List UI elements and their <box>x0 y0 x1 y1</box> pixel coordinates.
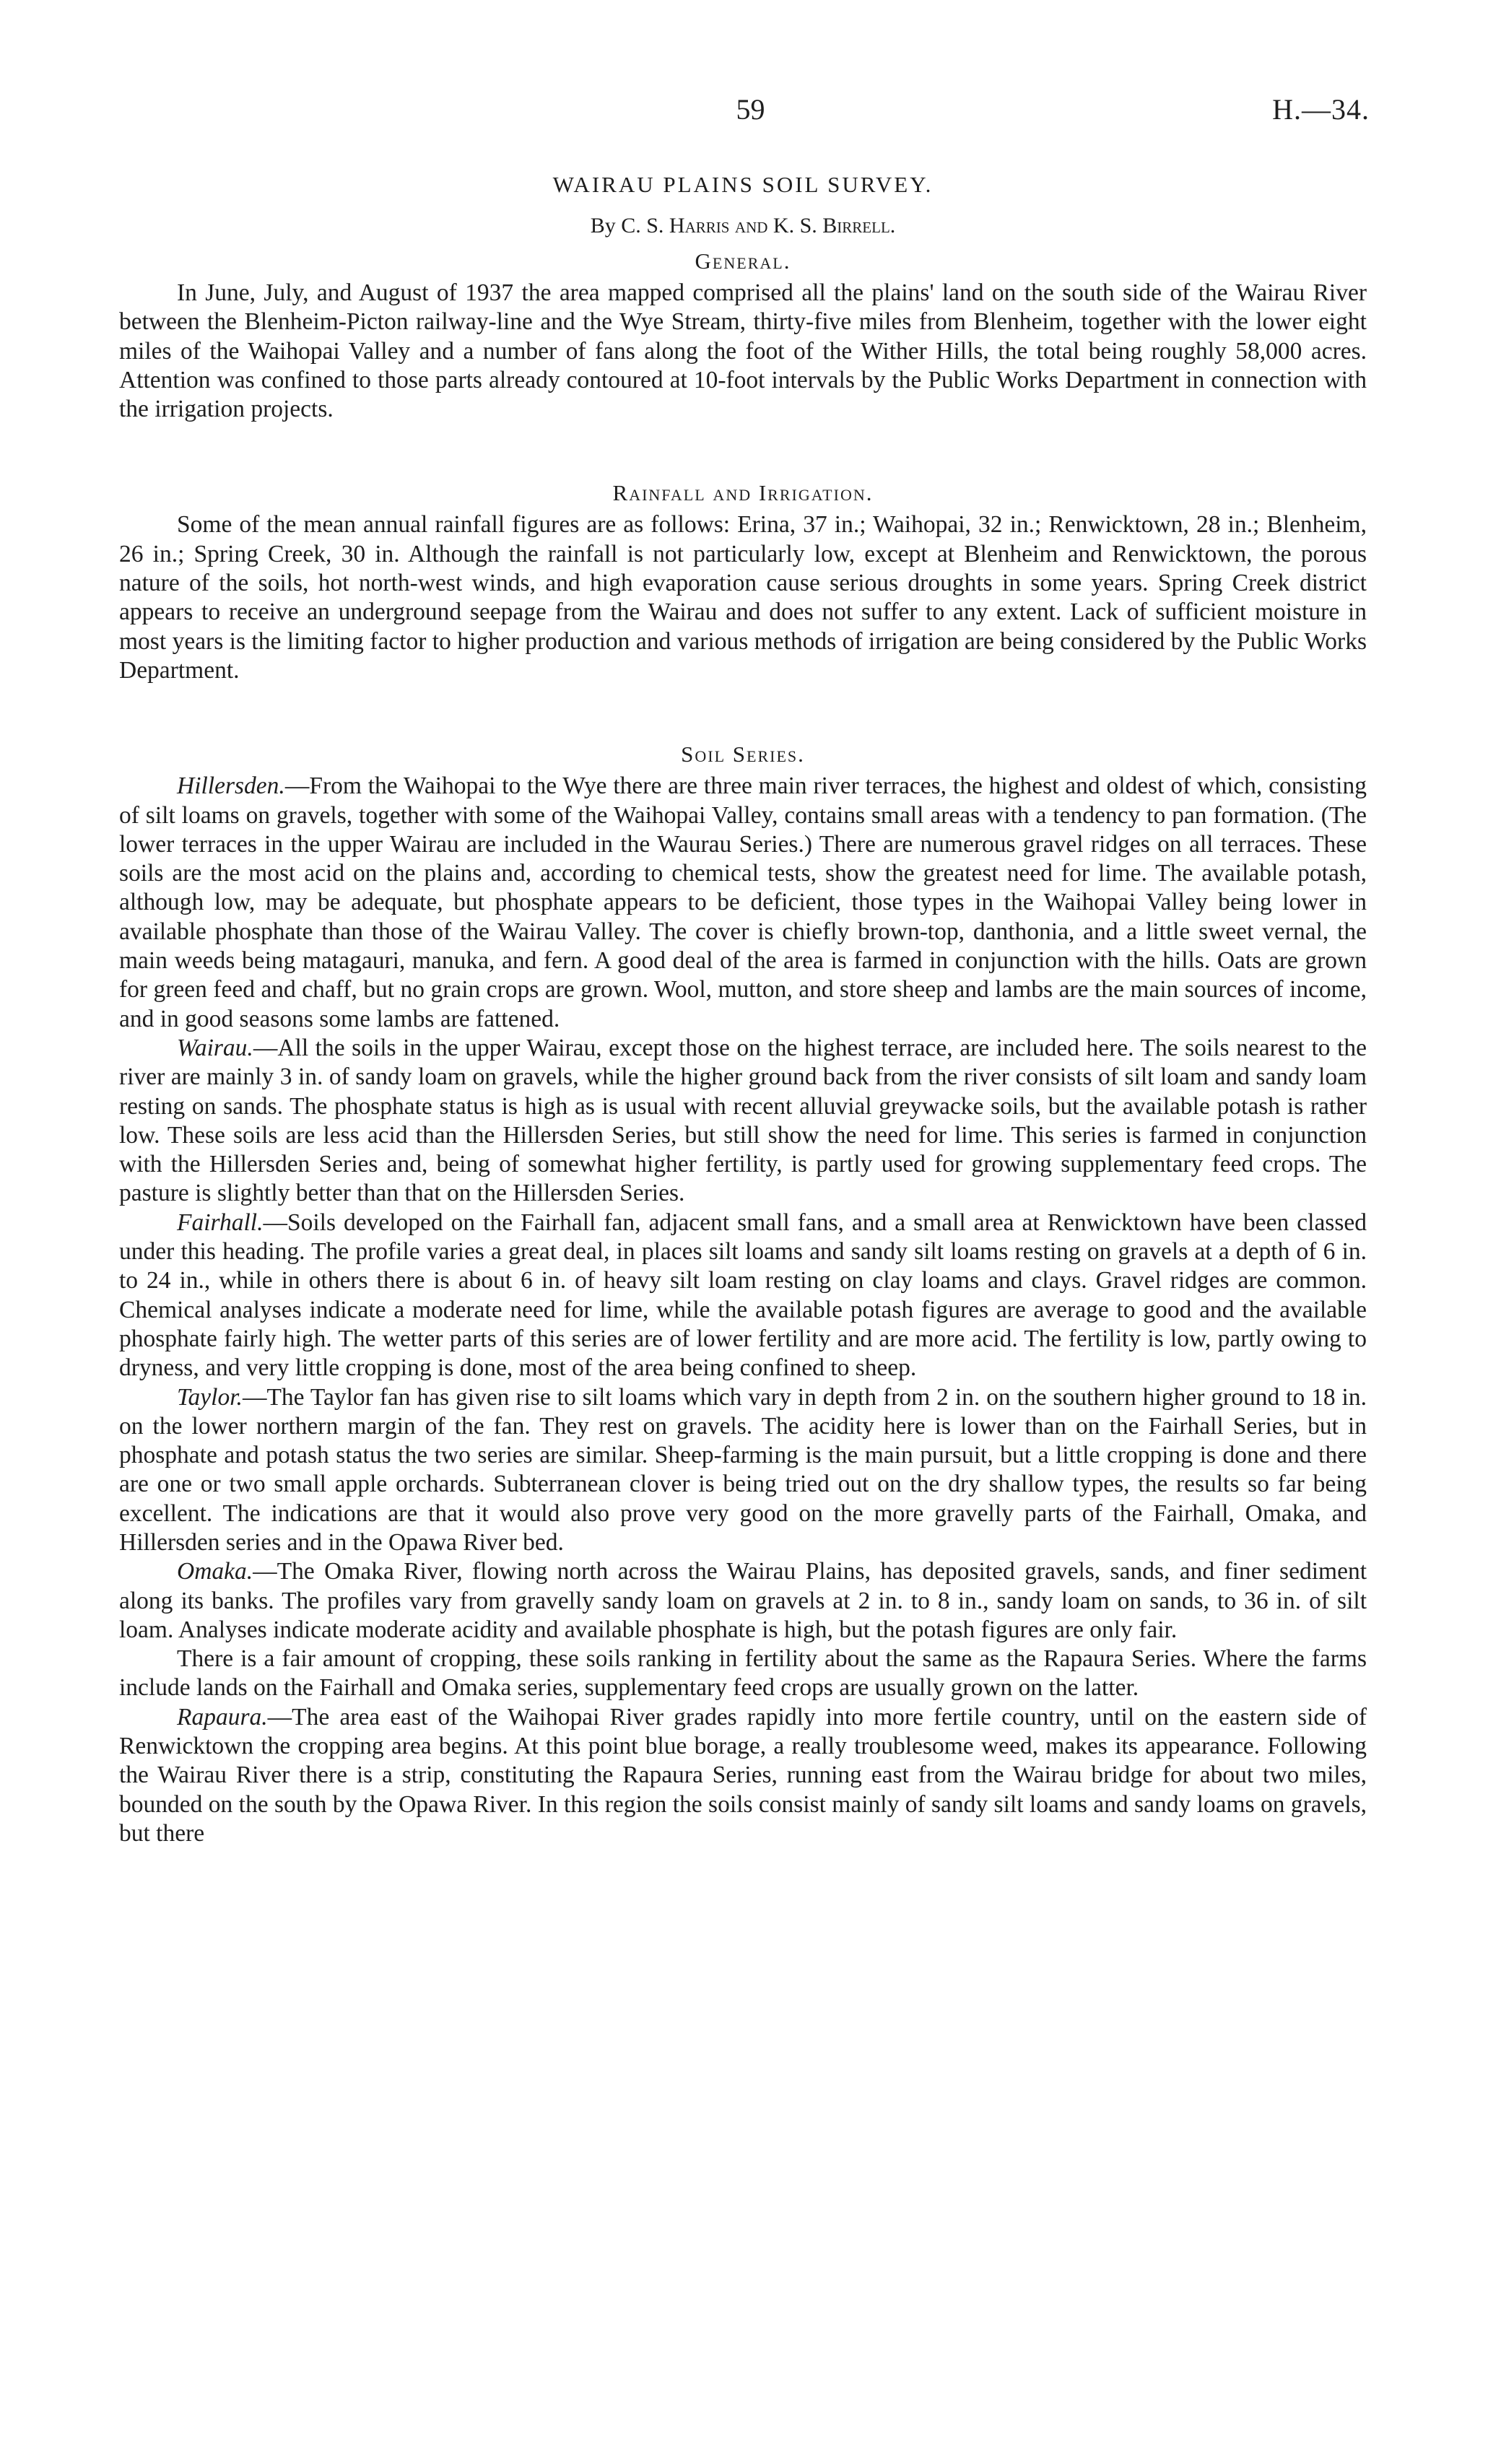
page-number: 59 <box>736 93 765 126</box>
soil-series-paragraph <box>119 1703 1367 1848</box>
series-term: Rapaura. <box>177 1703 268 1731</box>
series-term: Taylor. <box>177 1383 243 1411</box>
document-title: WAIRAU PLAINS SOIL SURVEY. <box>552 172 934 197</box>
soil-series-paragraph <box>119 1557 1367 1645</box>
paragraph-rainfall: Some of the mean annual rainfall figures are as follows: Erina, 37 in.; Waihopai, 32 in.; Renwicktown, 28 in.; Blenheim, 26 in.; Spring Creek, 30 in. Although the rainfall is not particularly low, except at Blenheim and Renwicktown, the porous nature of the soils, hot north-west winds, and high evaporation cause serious droughts in some years. Spring Creek district appears to receive an underground seepage from the Wairau and does not suffer to any extent. Lack of sufficient moisture in most years is the limiting factor to higher production and various methods of irrigation are being considered by the Public Works Department. <box>119 511 1367 684</box>
byline <box>119 214 1367 238</box>
byline-authors: C. S. Harris and K. S. Birrell. <box>621 214 896 238</box>
soil-series-paragraph <box>119 1209 1367 1383</box>
series-term: Wairau. <box>177 1034 253 1061</box>
soil-series-paragraph <box>119 1034 1367 1209</box>
series-text: —The area east of the Waihopai River grades rapidly into more fertile country, until on the eastern side of Renwicktown the cropping area begins. At this point blue borage, a really troublesome weed, makes its appearance. Following the Wairau River there is a strip, constituting the Rapaura Series, running east from the Wairau bridge for about two miles, bounded on the south by the Opawa River. In this region the soils consist mainly of sandy silt loams and sandy loams on gravels, but there <box>119 1703 1367 1847</box>
soil-series-paragraph <box>119 1383 1367 1558</box>
series-text: —The Taylor fan has given rise to silt loams which vary in depth from 2 in. on the southern higher ground to 18 in. on the lower northern margin of the fan. They rest on gravels. The acidity here is lower than on the Fairhall Series, but in phosphate and potash status the two series are similar. Sheep-farming is the main pursuit, but a little cropping is done and there are one or two small apple orchards. Subterranean clover is being tried out on the dry shallow types, the results so far being excellent. The indications are that it would also prove very good on the more gravelly parts of the Fairhall, Omaka, and Hillersden series and in the Opawa River bed. <box>119 1383 1367 1556</box>
series-text: There is a fair amount of cropping, these soils ranking in fertility about the same as the Rapaura Series. Where the farms include lands on the Fairhall and Omaka series, supplementary feed crops are usually grown on the latter. <box>119 1645 1367 1702</box>
series-term: Omaka. <box>177 1558 253 1585</box>
series-text: —Soils developed on the Fairhall fan, adjacent small fans, and a small area at Renwicktown have been classed under this heading. The profile varies a great deal, in places silt loams and sandy silt loams resting on gravels at a depth of 6 in. to 24 in., while in others there is about 6 in. of heavy silt loam resting on clay loams and clays. Gravel ridges are common. Chemical analyses indicate a moderate need for lime, while the available potash figures are average to good and the available phosphate fairly high. The wetter parts of this series are of lower fertility and are more acid. The fertility is low, partly owing to dryness, and very little cropping is done, most of the area being confined to sheep. <box>119 1209 1367 1382</box>
document-body <box>119 172 1367 1848</box>
soil-series-paragraph <box>119 772 1367 1034</box>
paragraph-general: In June, July, and August of 1937 the area mapped comprised all the plains' land on the south side of the Wairau River between the Blenheim-Picton railway-line and the Wye Stream, thirty-five miles from Blenheim, together with the lower eight miles of the Waihopai Valley and a number of fans along the foot of the Wither Hills, the total being roughly 58,000 acres. Attention was confined to those parts already contoured at 10-foot intervals by the Public Works Department in connection with the irrigation projects. <box>119 279 1367 423</box>
series-term: Hillersden. <box>177 772 285 800</box>
section-heading-general: General. <box>695 248 791 274</box>
soil-series-paragraph <box>119 1645 1367 1703</box>
series-text: —All the soils in the upper Wairau, except those on the highest terrace, are included here. The soils nearest to the river are mainly 3 in. of sandy loam on gravels, while the higher ground back from the river consists of silt loam and sandy loam resting on sands. The phosphate status is high as is usual with recent alluvial greywacke soils, but the available potash is rather low. These soils are less acid than the Hillersden Series, but still show the need for lime. This series is farmed in conjunction with the Hillersden Series and, being of somewhat higher fertility, is partly used for growing supplementary feed crops. The pasture is slightly better than that on the Hillersden Series. <box>119 1034 1367 1207</box>
section-heading-rainfall: Rainfall and Irrigation. <box>612 480 874 506</box>
section-heading-soil-series: Soil Series. <box>681 741 805 767</box>
byline-prefix: By <box>590 214 616 238</box>
series-term: Fairhall. <box>177 1209 264 1236</box>
series-text: —The Omaka River, flowing north across the Wairau Plains, has deposited gravels, sands, and finer sediment along its banks. The profiles vary from gravelly sandy loam on gravels at 2 in. to 8 in., sandy loam on sands, to 36 in. of silt loam. Analyses indicate moderate acidity and available phosphate is high, but the potash figures are only fair. <box>119 1558 1367 1643</box>
page-code: H.—34. <box>1272 93 1370 126</box>
series-text: —From the Waihopai to the Wye there are three main river terraces, the highest and oldest of which, consisting of silt loams on gravels, together with some of the Waihopai Valley, contains small areas with a tendency to pan formation. (The lower terraces in the upper Wairau are included in the Waurau Series.) There are numerous gravel ridges on all terraces. These soils are the most acid on the plains and, according to chemical tests, show the greatest need for lime. The available potash, although low, may be adequate, but phosphate appears to be deficient, those types in the Waihopai Valley being lower in available phosphate than those of the Wairau Valley. The cover is chiefly brown-top, danthonia, and a little sweet vernal, the main weeds being matagauri, manuka, and fern. A good deal of the area is farmed in conjunction with the hills. Oats are grown for green feed and chaff, but no grain crops are grown. Wool, mutton, and store sheep and lambs are the main sources of income, and in good seasons some lambs are fattened. <box>119 772 1367 1032</box>
